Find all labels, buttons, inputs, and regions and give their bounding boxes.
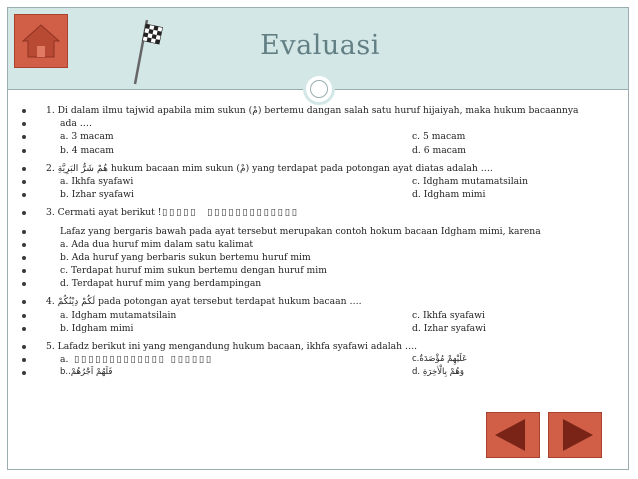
option-d: d. وَهُمْ بِالْاٰخِرَةِ (412, 367, 464, 378)
arrow-right-icon (549, 413, 601, 457)
page-title: Evaluasi (260, 30, 380, 61)
option-a: a. Ada dua huruf mim dalam satu kalimat (60, 238, 254, 250)
question-3-text: 3. Cermati ayat berikut ! (46, 207, 162, 219)
list-item (22, 366, 622, 379)
option-d: d. Izhar syafawi (412, 322, 486, 334)
list-item (22, 251, 622, 264)
option-a: a. (60, 354, 69, 366)
question-5-text: 5. Lafadz berikut ini yang mengandung hukum bacaan, ikhfa syafawi adalah …. (46, 341, 418, 352)
option-d: d. Terdapat huruf mim yang berdampingan (60, 278, 262, 290)
list-item (22, 175, 622, 188)
home-icon (15, 15, 67, 67)
list-item (22, 188, 622, 201)
option-a: a. Ikhfa syafawi (60, 175, 134, 187)
checkered-flag-icon (125, 16, 165, 86)
list-item (22, 322, 622, 335)
option-c: c. Idgham mutamatsilain (412, 175, 529, 187)
option-c: c. Ikhfa syafawi (412, 309, 485, 321)
title-ornament (303, 73, 335, 105)
question-2-text: 2. هُمْ شَرُّ البَرِيَّةِ hukum bacaan mim sukun (مْ) yang terdapat pada potongan ayat diatas adalah …. (46, 162, 493, 174)
list-item (22, 130, 622, 143)
list-item (22, 340, 622, 353)
option-c: c.عَلَيْهِمْ مُؤْصَدَةٌ (412, 354, 468, 365)
option-b: b. 4 macam (60, 144, 115, 156)
next-button[interactable] (548, 412, 602, 458)
option-a: a. 3 macam (60, 131, 114, 143)
list-item (22, 295, 622, 308)
option-b: b..فَلَهُمْ اَجْرُهُمْ (60, 367, 113, 378)
question-4-text: 4. لَكُمْ دِيْنُكُمْ pada potongan ayat tersebut terdapat hukum bacaan …. (46, 296, 362, 308)
question-1-text: 1. Di dalam ilmu tajwid apabila mim sukun (مْ) bertemu dangan salah satu huruf hijaiyah, maka hukum bacaannya (46, 105, 579, 116)
list-item (22, 144, 622, 157)
list-item (22, 277, 622, 290)
option-a: a. Idgham mutamatsilain (60, 309, 177, 321)
list-item (22, 162, 622, 175)
prev-button[interactable] (486, 412, 540, 458)
list-item (22, 309, 622, 322)
option-d: d. 6 macam (412, 144, 467, 156)
home-button[interactable] (14, 14, 68, 68)
question-list (22, 104, 622, 380)
option-c: c. 5 macam (412, 131, 466, 143)
option-b: b. Ada huruf yang berbaris sukun bertemu huruf mim (60, 251, 311, 263)
option-d: d. Idgham mimi (412, 189, 486, 201)
option-c: c. Terdapat huruf mim sukun bertemu dengan huruf mim (60, 265, 327, 277)
list-item: ada …. (22, 117, 622, 130)
list-item (22, 238, 622, 251)
list-item (22, 353, 622, 366)
list-item (22, 206, 622, 219)
list-item (22, 264, 622, 277)
arabic-option-glyphs: ▯▯▯▯▯▯▯▯▯▯▯▯▯ ▯▯▯▯▯▯ (74, 354, 213, 366)
arabic-verse-glyphs: ▯▯▯▯▯ ▯▯▯▯▯▯▯▯▯▯▯▯▯ (162, 207, 299, 219)
arrow-left-icon (487, 413, 539, 457)
option-b: b. Izhar syafawi (60, 189, 134, 201)
list-item (22, 104, 622, 117)
list-item: Lafaz yang bergaris bawah pada ayat tersebut merupakan contoh hokum bacaan Idgham mimi, karena (22, 225, 622, 238)
option-b: b. Idgham mimi (60, 322, 134, 334)
